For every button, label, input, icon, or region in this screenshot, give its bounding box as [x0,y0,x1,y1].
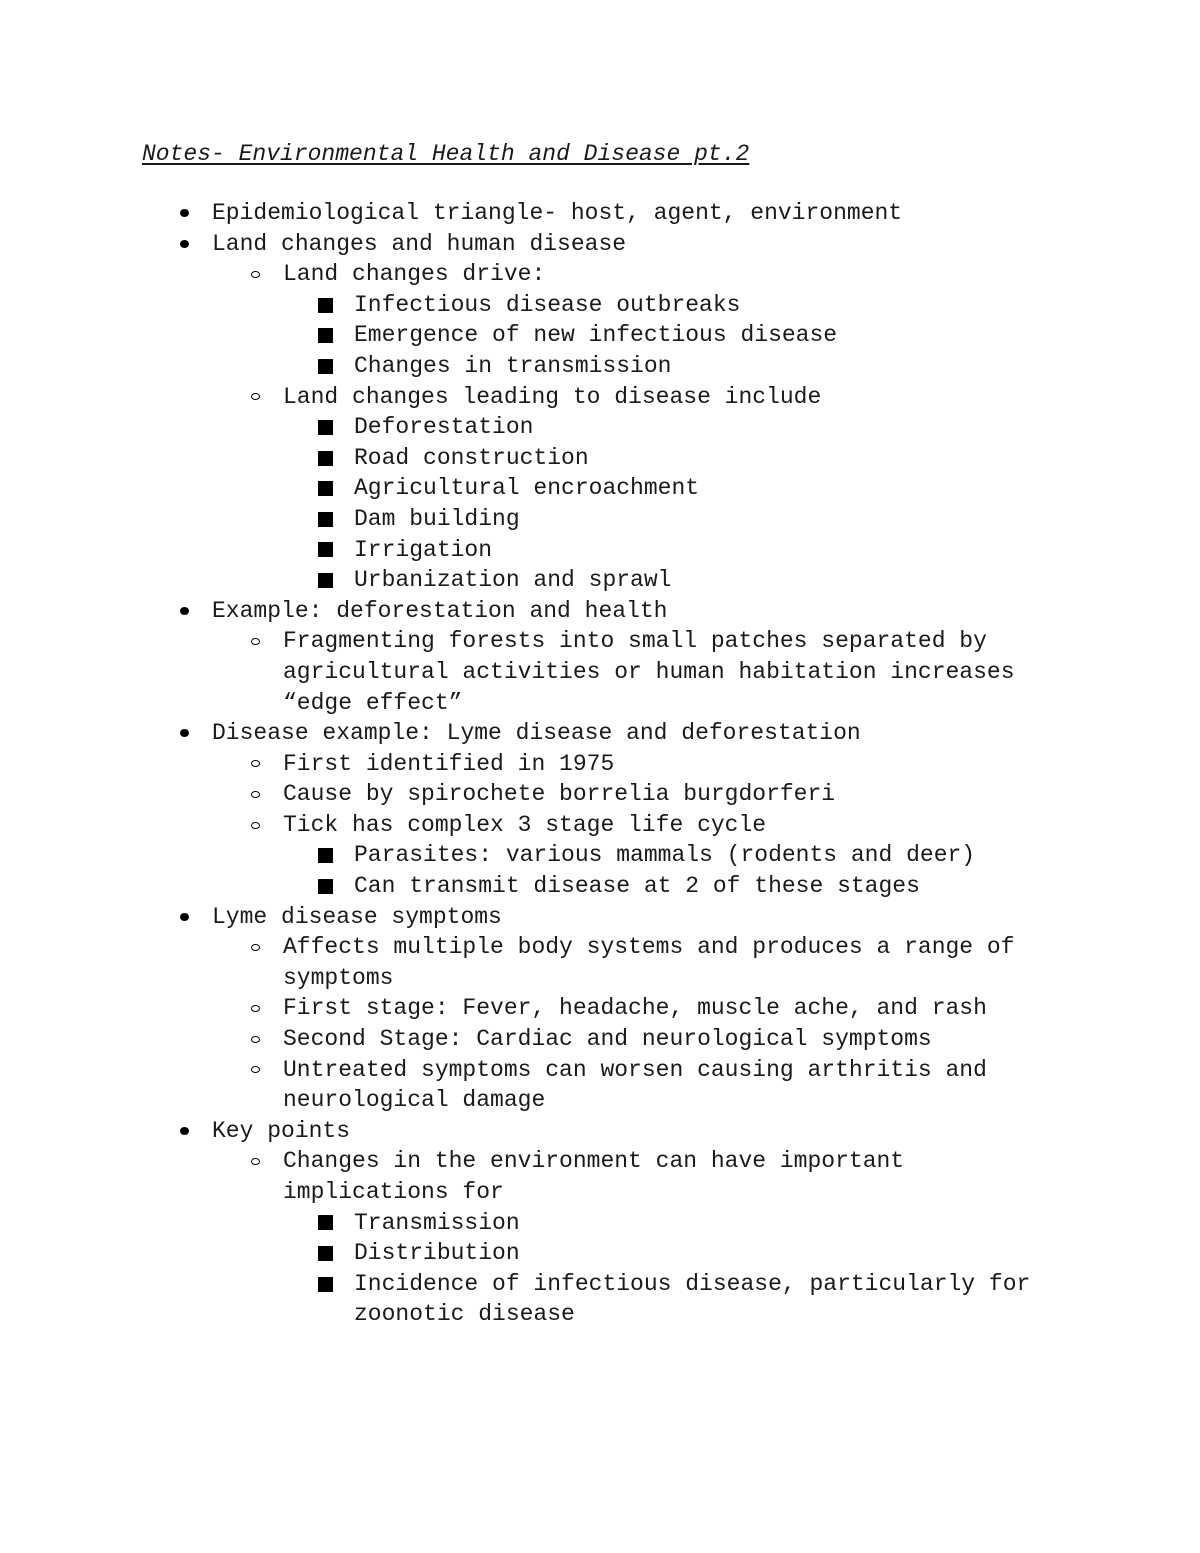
list-item-text: Lyme disease symptoms [212,903,502,930]
notes-outline [0,198,1200,1330]
hollow-circle-icon [245,1055,265,1086]
filled-circle-icon [174,596,194,627]
list-item [0,535,1200,566]
list-item [0,810,1200,841]
list-item-text: Tick has complex 3 stage life cycle [283,811,767,838]
list-item-text: Changes in the environment can have important [283,1148,905,1175]
filled-square-icon [314,443,336,474]
list-item-continuation [0,657,1200,688]
list-item [0,443,1200,474]
hollow-circle-icon [245,382,265,413]
filled-square-icon [314,320,336,351]
list-item [0,779,1200,810]
list-item-text: Land changes and human disease [212,230,627,257]
list-item [0,1024,1200,1055]
filled-circle-icon [174,1116,194,1147]
list-item [0,290,1200,321]
list-item-text: Irrigation [354,536,493,563]
list-item-text: agricultural activities or human habitation increases [283,658,1015,685]
list-item [0,932,1200,963]
list-item [0,749,1200,780]
filled-square-icon [314,1238,336,1269]
list-item-text: Transmission [354,1209,520,1236]
list-item [0,1116,1200,1147]
list-item-continuation [0,1085,1200,1116]
hollow-circle-icon [245,259,265,290]
list-item-continuation [0,1299,1200,1330]
list-item [0,1146,1200,1177]
list-item [0,902,1200,933]
filled-square-icon [314,840,336,871]
list-item [0,1055,1200,1086]
hollow-circle-icon [245,749,265,780]
list-item-text: Urbanization and sprawl [354,567,672,594]
filled-square-icon [314,1208,336,1239]
list-item [0,320,1200,351]
hollow-circle-icon [245,1146,265,1177]
list-item-text: Example: deforestation and health [212,597,668,624]
list-item-continuation [0,963,1200,994]
filled-square-icon [314,1269,336,1300]
list-item [0,1208,1200,1239]
filled-square-icon [314,565,336,596]
list-item [0,412,1200,443]
list-item [0,504,1200,535]
list-item-text: Road construction [354,444,589,471]
list-item-text: Land changes leading to disease include [283,383,822,410]
list-item-continuation [0,688,1200,719]
list-item [0,1238,1200,1269]
list-item-text: Cause by spirochete borrelia burgdorferi [283,781,836,808]
list-item-text: Parasites: various mammals (rodents and deer) [354,842,976,869]
filled-square-icon [314,351,336,382]
list-item-text: Deforestation [354,414,534,441]
list-item-text: implications for [283,1179,504,1205]
list-item [0,382,1200,413]
list-item-text: zoonotic disease [354,1301,575,1328]
list-item-text: Key points [212,1117,351,1144]
filled-square-icon [314,871,336,902]
filled-circle-icon [174,902,194,933]
list-item [0,351,1200,382]
hollow-circle-icon [245,779,265,810]
list-item-text: Agricultural encroachment [354,475,700,502]
list-item-text: Distribution [354,1240,520,1267]
hollow-circle-icon [245,810,265,841]
hollow-circle-icon [245,932,265,963]
list-item [0,596,1200,627]
list-item [0,565,1200,596]
filled-circle-icon [174,229,194,260]
list-item [0,198,1200,229]
hollow-circle-icon [245,1024,265,1055]
hollow-circle-icon [245,993,265,1024]
list-item [0,840,1200,871]
filled-square-icon [314,473,336,504]
list-item-text: First stage: Fever, headache, muscle ache, and rash [283,995,987,1022]
list-item-text: First identified in 1975 [283,750,615,777]
list-item [0,993,1200,1024]
list-item-text: Untreated symptoms can worsen causing arthritis and [283,1056,987,1083]
filled-square-icon [314,290,336,321]
list-item-continuation [0,1177,1200,1208]
list-item-text: Fragmenting forests into small patches separated by [283,628,987,655]
list-item [0,626,1200,657]
list-item-text: Epidemiological triangle- host, agent, environment [212,200,903,226]
list-item-text: Emergence of new infectious disease [354,322,838,349]
list-item [0,718,1200,749]
list-item [0,259,1200,290]
list-item-text: neurological damage [283,1087,546,1114]
filled-circle-icon [174,718,194,749]
list-item [0,473,1200,504]
list-item-text: Can transmit disease at 2 of these stages [354,873,920,900]
list-item-text: Infectious disease outbreaks [354,291,741,318]
filled-square-icon [314,504,336,535]
list-item-text: Incidence of infectious disease, particularly for [354,1270,1031,1297]
list-item-text: Affects multiple body systems and produces a range of [283,934,1015,961]
hollow-circle-icon [245,626,265,657]
list-item [0,1269,1200,1300]
page-title: Notes- Environmental Health and Disease pt.2 [142,141,750,167]
list-item-text: Disease example: Lyme disease and deforestation [212,720,861,747]
list-item-text: Dam building [354,505,520,532]
filled-square-icon [314,535,336,566]
list-item-text: symptoms [283,964,394,991]
filled-square-icon [314,412,336,443]
list-item-text: Land changes drive: [283,261,546,288]
list-item [0,229,1200,260]
list-item [0,871,1200,902]
list-item-text: Changes in transmission [354,352,672,379]
list-item-text: “edge effect” [283,689,463,716]
list-item-text: Second Stage: Cardiac and neurological symptoms [283,1026,932,1053]
filled-circle-icon [174,198,194,229]
